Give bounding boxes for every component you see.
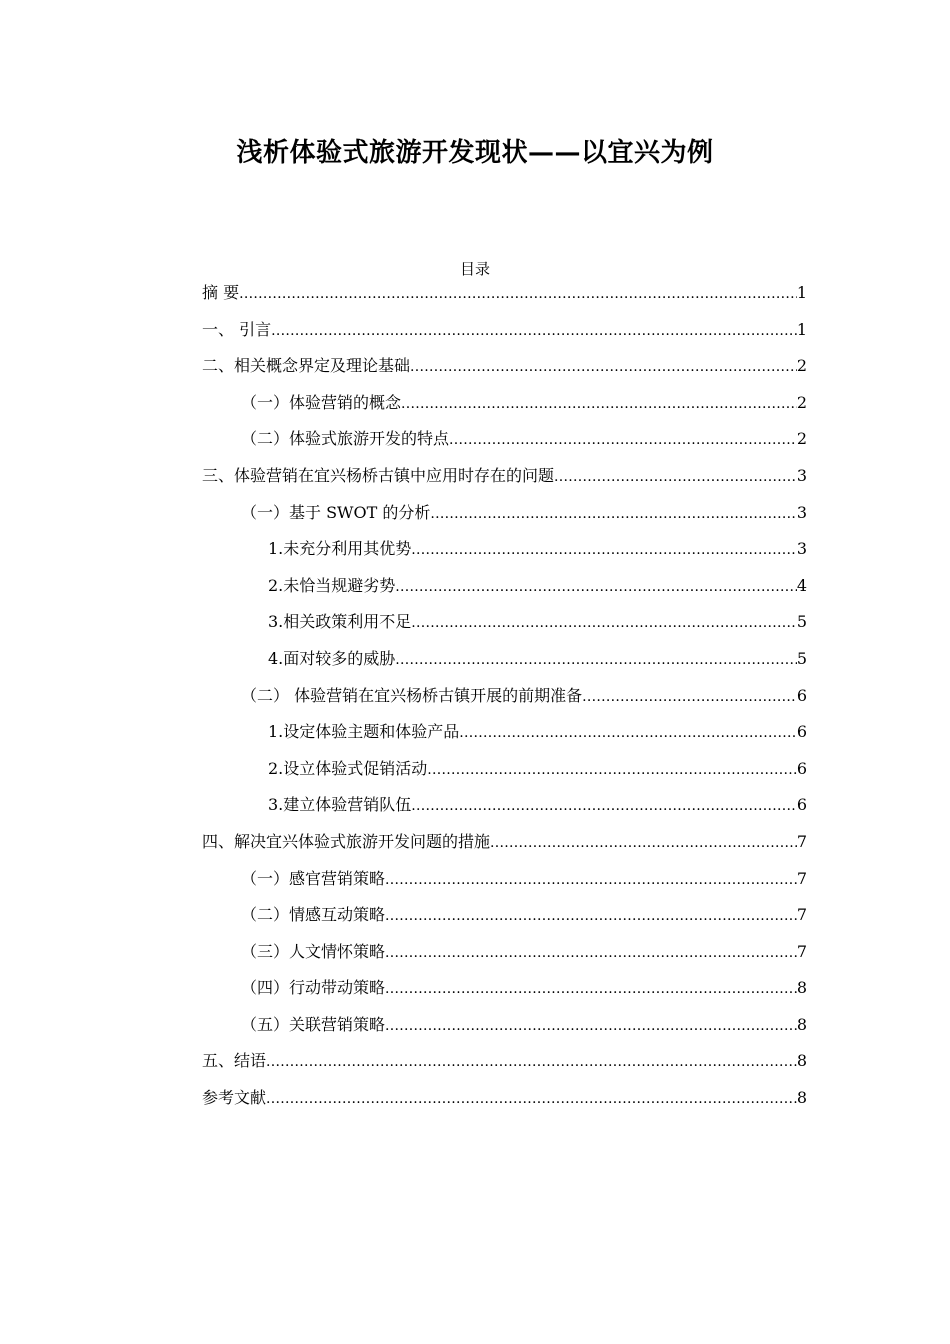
toc-page-number: 7 bbox=[796, 941, 807, 961]
toc-entry[interactable] bbox=[202, 829, 807, 866]
toc-entry-label: 4.面对较多的威胁 bbox=[268, 648, 396, 668]
toc-entry[interactable] bbox=[202, 866, 807, 903]
toc-dot-leader bbox=[239, 281, 797, 307]
toc-dot-leader bbox=[271, 318, 797, 344]
toc-page-number: 4 bbox=[796, 575, 807, 595]
toc-page-number: 2 bbox=[796, 429, 807, 449]
toc-entry[interactable] bbox=[202, 463, 807, 500]
toc-entry-label: （二）情感互动策略 bbox=[241, 905, 386, 925]
toc-entry[interactable] bbox=[202, 390, 807, 427]
toc-entry[interactable] bbox=[202, 683, 807, 720]
toc-entry-label: （一）感官营销策略 bbox=[241, 868, 386, 888]
toc-entry[interactable] bbox=[202, 280, 807, 317]
toc-page-number: 8 bbox=[796, 1014, 807, 1034]
toc-page-number: 8 bbox=[796, 1088, 807, 1108]
document-title: 浅析体验式旅游开发现状——以宜兴为例 bbox=[236, 138, 714, 168]
toc-entry[interactable] bbox=[202, 500, 807, 537]
table-of-contents bbox=[202, 280, 807, 1122]
toc-entry-label: 2.设立体验式促销活动 bbox=[268, 758, 428, 778]
toc-page-number: 6 bbox=[796, 795, 807, 815]
toc-entry[interactable] bbox=[202, 353, 807, 390]
toc-entry-label: （一）基于 SWOT 的分析 bbox=[241, 502, 431, 522]
toc-dot-leader bbox=[411, 610, 797, 636]
toc-page-number: 2 bbox=[796, 392, 807, 412]
toc-page-number: 6 bbox=[796, 758, 807, 778]
toc-entry[interactable] bbox=[202, 1012, 807, 1049]
toc-dot-leader bbox=[385, 976, 797, 1002]
toc-entry-label: 2.未恰当规避劣势 bbox=[268, 575, 396, 595]
toc-entry-label: 摘 要 bbox=[202, 283, 240, 302]
toc-dot-leader bbox=[554, 464, 797, 490]
toc-dot-leader bbox=[582, 684, 797, 710]
toc-dot-leader bbox=[385, 867, 797, 893]
toc-entry-label: 参考文献 bbox=[202, 1088, 267, 1108]
toc-entry-label: （四）行动带动策略 bbox=[241, 978, 386, 998]
toc-dot-leader bbox=[490, 830, 797, 856]
toc-entry-label: 1.未充分利用其优势 bbox=[268, 539, 412, 559]
toc-entry[interactable] bbox=[202, 939, 807, 976]
toc-page-number: 5 bbox=[796, 648, 807, 668]
toc-page-number: 8 bbox=[796, 1051, 807, 1071]
toc-entry[interactable] bbox=[202, 1048, 807, 1085]
toc-entry[interactable] bbox=[202, 646, 807, 683]
toc-entry-label: （二） 体验营销在宜兴杨桥古镇开展的前期准备 bbox=[241, 685, 583, 705]
toc-dot-leader bbox=[385, 1013, 797, 1039]
toc-entry-label: 三、体验营销在宜兴杨桥古镇中应用时存在的问题 bbox=[202, 465, 555, 485]
toc-entry[interactable] bbox=[202, 609, 807, 646]
toc-entry-label: （三）人文情怀策略 bbox=[241, 941, 386, 961]
toc-dot-leader bbox=[427, 757, 797, 783]
toc-entry[interactable] bbox=[202, 792, 807, 829]
toc-heading: 目录 bbox=[459, 260, 490, 278]
toc-entry[interactable] bbox=[202, 902, 807, 939]
toc-dot-leader bbox=[266, 1049, 797, 1075]
toc-entry-label: 1.设定体验主题和体验产品 bbox=[268, 722, 460, 742]
toc-entry[interactable] bbox=[202, 756, 807, 793]
toc-dot-leader bbox=[411, 537, 797, 563]
toc-dot-leader bbox=[385, 940, 797, 966]
toc-dot-leader bbox=[410, 354, 797, 380]
toc-page-number: 6 bbox=[796, 722, 807, 742]
toc-dot-leader bbox=[266, 1086, 797, 1112]
toc-dot-leader bbox=[449, 427, 797, 453]
toc-page-number: 6 bbox=[796, 685, 807, 705]
toc-page-number: 3 bbox=[796, 539, 807, 559]
toc-entry-label: 二、相关概念界定及理论基础 bbox=[202, 356, 411, 376]
toc-dot-leader bbox=[395, 574, 797, 600]
toc-entry[interactable] bbox=[202, 426, 807, 463]
toc-page-number: 2 bbox=[796, 356, 807, 376]
toc-dot-leader bbox=[459, 720, 797, 746]
toc-page-number: 5 bbox=[796, 612, 807, 632]
toc-entry[interactable] bbox=[202, 1085, 807, 1122]
toc-dot-leader bbox=[395, 647, 797, 673]
toc-dot-leader bbox=[401, 391, 797, 417]
toc-entry-label: （五）关联营销策略 bbox=[241, 1014, 386, 1034]
toc-page-number: 1 bbox=[796, 283, 807, 302]
toc-entry-label: 五、结语 bbox=[202, 1051, 267, 1071]
toc-page-number: 3 bbox=[796, 465, 807, 485]
toc-entry-label: 一、 引言 bbox=[202, 319, 272, 339]
toc-page-number: 7 bbox=[796, 905, 807, 925]
toc-entry[interactable] bbox=[202, 317, 807, 354]
toc-dot-leader bbox=[411, 793, 797, 819]
toc-page-number: 1 bbox=[796, 319, 807, 339]
toc-page-number: 3 bbox=[796, 502, 807, 522]
toc-entry[interactable] bbox=[202, 975, 807, 1012]
toc-entry[interactable] bbox=[202, 719, 807, 756]
toc-entry[interactable] bbox=[202, 573, 807, 610]
toc-entry[interactable] bbox=[202, 536, 807, 573]
toc-page-number: 7 bbox=[796, 868, 807, 888]
toc-page-number: 8 bbox=[796, 978, 807, 998]
toc-entry-label: （二）体验式旅游开发的特点 bbox=[241, 429, 450, 449]
toc-entry-label: 3.建立体验营销队伍 bbox=[268, 795, 412, 815]
toc-dot-leader bbox=[385, 903, 797, 929]
toc-page-number: 7 bbox=[796, 831, 807, 851]
toc-entry-label: 3.相关政策利用不足 bbox=[268, 612, 412, 632]
toc-dot-leader bbox=[430, 501, 796, 527]
toc-entry-label: （一）体验营销的概念 bbox=[241, 392, 402, 412]
toc-entry-label: 四、解决宜兴体验式旅游开发问题的措施 bbox=[202, 831, 491, 851]
